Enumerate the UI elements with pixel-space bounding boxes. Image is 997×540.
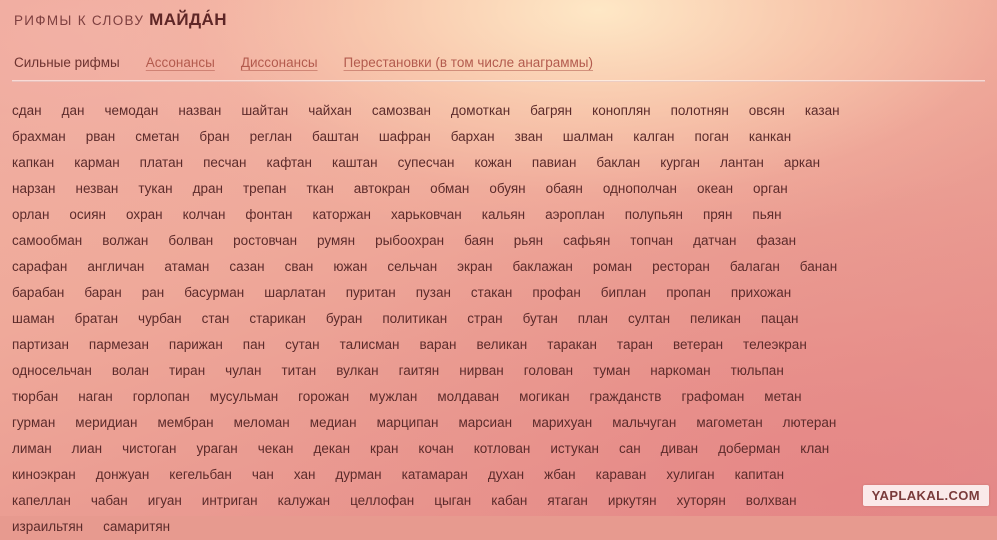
rhyme-word[interactable]: басурман — [184, 285, 245, 300]
rhyme-word[interactable]: орган — [753, 181, 788, 196]
rhyme-word[interactable]: таракан — [547, 337, 597, 352]
word-row — [12, 202, 985, 228]
rhyme-word[interactable]: баклажан — [512, 259, 573, 274]
rhyme-word[interactable]: наркоман — [650, 363, 711, 378]
rhyme-word[interactable]: пуритан — [345, 285, 396, 300]
rhyme-word[interactable]: топчан — [630, 233, 674, 248]
rhyme-word[interactable]: кожан — [474, 155, 512, 170]
rhyme-word[interactable]: доберман — [718, 441, 781, 456]
rhyme-word[interactable]: клан — [800, 441, 830, 456]
rhyme-word[interactable]: старикан — [249, 311, 306, 326]
rhyme-word[interactable]: бран — [199, 129, 230, 144]
rhyme-word[interactable]: нирван — [459, 363, 504, 378]
rhyme-word-list — [0, 82, 997, 540]
rhyme-word[interactable]: пацан — [761, 311, 799, 326]
rhyme-word[interactable]: телеэкран — [743, 337, 807, 352]
rhyme-word[interactable]: шаман — [12, 311, 55, 326]
rhyme-word[interactable]: диван — [660, 441, 699, 456]
rhyme-word[interactable]: духан — [487, 467, 525, 482]
word-row — [12, 332, 985, 358]
rhyme-word[interactable]: курган — [660, 155, 701, 170]
rhyme-word[interactable]: баран — [84, 285, 122, 300]
rhyme-word[interactable]: ран — [141, 285, 165, 300]
rhyme-word[interactable]: пузан — [415, 285, 451, 300]
rhyme-word[interactable]: казан — [804, 103, 840, 118]
rhyme-word[interactable]: самаритян — [103, 519, 171, 534]
rhyme-word[interactable]: великан — [476, 337, 528, 352]
rhyme-word[interactable]: кран — [370, 441, 399, 456]
rhyme-word[interactable]: кегельбан — [169, 467, 232, 482]
rhyme-word[interactable]: ветеран — [672, 337, 724, 352]
rhyme-word[interactable]: дурман — [335, 467, 382, 482]
rhyme-word[interactable]: тиран — [168, 363, 206, 378]
rhyme-word[interactable]: рьян — [513, 233, 544, 248]
rhyme-word[interactable]: жбан — [544, 467, 576, 482]
rhyme-word[interactable]: котлован — [473, 441, 531, 456]
rhyme-word[interactable]: реглан — [249, 129, 293, 144]
word-row — [12, 228, 985, 254]
rhyme-word[interactable]: кочан — [418, 441, 454, 456]
rhyme-word[interactable]: интриган — [201, 493, 258, 508]
word-row — [12, 410, 985, 436]
rhyme-word[interactable]: прихожан — [730, 285, 792, 300]
rhyme-word[interactable]: сметан — [135, 129, 180, 144]
rhyme-word[interactable]: стан — [201, 311, 230, 326]
rhyme-word[interactable]: хан — [293, 467, 316, 482]
rhyme-word[interactable]: шафран — [378, 129, 431, 144]
rhyme-word[interactable]: титан — [281, 363, 317, 378]
rhyme-word[interactable]: ураган — [196, 441, 238, 456]
rhyme-word[interactable]: шалман — [562, 129, 614, 144]
rhyme-word[interactable]: хуторян — [676, 493, 726, 508]
rhyme-word[interactable]: канкан — [748, 129, 792, 144]
rhyme-word[interactable]: таран — [616, 337, 653, 352]
rhyme-word[interactable]: гаитян — [398, 363, 440, 378]
rhyme-word[interactable]: шарлатан — [264, 285, 326, 300]
page-title-prefix: РИФМЫ К СЛОВУ — [14, 13, 145, 28]
rhyme-word[interactable]: полупьян — [624, 207, 683, 222]
rhyme-word[interactable]: капитан — [734, 467, 785, 482]
rhyme-word[interactable]: кабан — [491, 493, 528, 508]
rhyme-word[interactable]: самообман — [12, 233, 83, 248]
rhyme-word[interactable]: капкан — [12, 155, 55, 170]
rhyme-word[interactable]: бутан — [522, 311, 558, 326]
rhyme-word[interactable]: волан — [111, 363, 149, 378]
rhyme-word[interactable]: океан — [697, 181, 734, 196]
word-row — [12, 150, 985, 176]
rhyme-word[interactable]: харьковчан — [390, 207, 462, 222]
rhyme-word[interactable]: каштан — [332, 155, 378, 170]
rhyme-word[interactable]: дран — [192, 181, 223, 196]
rhyme-word[interactable]: истукан — [550, 441, 599, 456]
rhyme-word[interactable]: чистоган — [122, 441, 177, 456]
rhyme-word[interactable]: кафтан — [266, 155, 313, 170]
rhyme-word[interactable]: буран — [325, 311, 363, 326]
rhyme-word[interactable]: роман — [592, 259, 633, 274]
rhyme-word[interactable]: молдаван — [437, 389, 500, 404]
rhyme-word[interactable]: шайтан — [241, 103, 289, 118]
rhyme-word[interactable]: назван — [178, 103, 222, 118]
rhyme-word[interactable]: поган — [694, 129, 729, 144]
rhyme-word[interactable]: караван — [595, 467, 647, 482]
rhyme-word[interactable]: обман — [430, 181, 470, 196]
rhyme-word[interactable]: горлопан — [132, 389, 190, 404]
rhyme-word[interactable]: рыбоохран — [375, 233, 445, 248]
rhyme-word[interactable]: зван — [514, 129, 543, 144]
rhyme-word[interactable]: кальян — [481, 207, 526, 222]
rhyme-word[interactable]: балаган — [729, 259, 780, 274]
rhyme-word[interactable]: румян — [317, 233, 356, 248]
word-row — [12, 124, 985, 150]
rhyme-word[interactable]: могикан — [519, 389, 570, 404]
rhyme-word[interactable]: бархан — [450, 129, 495, 144]
word-row — [12, 280, 985, 306]
word-row — [12, 358, 985, 384]
rhyme-word[interactable]: профан — [532, 285, 581, 300]
rhyme-word[interactable]: аркан — [783, 155, 821, 170]
rhyme-word[interactable]: экран — [457, 259, 493, 274]
rhyme-word[interactable]: меридиан — [75, 415, 138, 430]
page-title — [14, 10, 983, 30]
rhyme-word[interactable]: магометан — [696, 415, 763, 430]
rhyme-word[interactable]: охран — [125, 207, 163, 222]
word-row — [12, 462, 985, 488]
rhyme-word[interactable]: волжан — [102, 233, 149, 248]
rhyme-word[interactable]: баян — [464, 233, 494, 248]
tab-2[interactable]: Диссонансы — [240, 55, 318, 70]
rhyme-word[interactable]: барабан — [12, 285, 65, 300]
rhyme-word[interactable]: пармезан — [88, 337, 149, 352]
watermark: YAPLAKAL.COM — [863, 485, 989, 506]
page-title-word: МАЙДА́Н — [149, 10, 227, 29]
rhyme-word[interactable]: меломан — [233, 415, 290, 430]
rhyme-word[interactable]: полотнян — [670, 103, 729, 118]
rhyme-word[interactable]: израильтян — [12, 519, 84, 534]
tab-bar — [0, 46, 997, 74]
rhyme-word[interactable]: автокран — [353, 181, 411, 196]
rhyme-word[interactable]: атаман — [164, 259, 210, 274]
rhyme-word[interactable]: сельчан — [387, 259, 438, 274]
rhyme-word[interactable]: горожан — [298, 389, 350, 404]
rhyme-word[interactable]: вулкан — [336, 363, 379, 378]
rhyme-word[interactable]: марципан — [376, 415, 439, 430]
rhyme-word[interactable]: марсиан — [458, 415, 513, 430]
rhyme-word[interactable]: игуан — [147, 493, 182, 508]
word-row — [12, 176, 985, 202]
rhyme-word[interactable]: банан — [799, 259, 838, 274]
rhyme-word[interactable]: чемодан — [104, 103, 159, 118]
rhyme-word[interactable]: декан — [313, 441, 351, 456]
rhyme-word[interactable]: самозван — [371, 103, 431, 118]
rhyme-word[interactable]: односельчан — [12, 363, 92, 378]
word-row — [12, 436, 985, 462]
rhyme-word[interactable]: волхван — [745, 493, 797, 508]
rhyme-word[interactable]: датчан — [693, 233, 737, 248]
rhyme-word[interactable]: гражданств — [589, 389, 662, 404]
rhyme-word[interactable]: трепан — [242, 181, 287, 196]
rhyme-word[interactable]: карман — [74, 155, 120, 170]
rhyme-word[interactable]: пан — [242, 337, 266, 352]
rhyme-word[interactable]: план — [577, 311, 608, 326]
rhyme-word[interactable]: фонтан — [245, 207, 293, 222]
rhyme-word[interactable]: чурбан — [138, 311, 182, 326]
rhyme-word[interactable]: талисман — [339, 337, 400, 352]
rhyme-word[interactable]: сафьян — [563, 233, 611, 248]
rhyme-word[interactable]: однополчан — [602, 181, 677, 196]
rhyme-word[interactable]: ресторан — [652, 259, 710, 274]
word-row — [12, 306, 985, 332]
rhyme-word[interactable]: обаян — [545, 181, 583, 196]
tab-1[interactable]: Ассонансы — [145, 55, 215, 70]
rhyme-word[interactable]: целлофан — [350, 493, 415, 508]
rhyme-word[interactable]: графоман — [681, 389, 745, 404]
rhyme-word[interactable]: чан — [251, 467, 274, 482]
word-row — [12, 514, 985, 540]
rhyme-word[interactable]: дан — [61, 103, 85, 118]
rhyme-word[interactable]: чулан — [225, 363, 262, 378]
rhyme-word[interactable]: платан — [139, 155, 184, 170]
rhyme-word[interactable]: киноэкран — [12, 467, 76, 482]
rhyme-word[interactable]: цыган — [434, 493, 472, 508]
rhyme-word[interactable]: варан — [419, 337, 457, 352]
rhyme-word[interactable]: медиан — [309, 415, 357, 430]
rhyme-word[interactable]: братан — [74, 311, 119, 326]
rhyme-word[interactable]: мусульман — [209, 389, 279, 404]
word-row — [12, 488, 985, 514]
rhyme-word[interactable]: фазан — [756, 233, 797, 248]
rhyme-word[interactable]: политикан — [382, 311, 448, 326]
rhyme-word[interactable]: павиан — [531, 155, 577, 170]
rhyme-word[interactable]: сутан — [285, 337, 320, 352]
rhyme-word[interactable]: мембран — [157, 415, 214, 430]
rhyme-word[interactable]: болван — [168, 233, 214, 248]
rhyme-word[interactable]: тюрбан — [12, 389, 59, 404]
word-row — [12, 254, 985, 280]
rhyme-word[interactable]: ятаган — [547, 493, 588, 508]
rhyme-word[interactable]: нарзан — [12, 181, 56, 196]
rhyme-word[interactable]: мужлан — [369, 389, 418, 404]
rhyme-word[interactable]: брахман — [12, 129, 66, 144]
rhyme-word[interactable]: орлан — [12, 207, 50, 222]
word-row — [12, 98, 985, 124]
rhyme-word[interactable]: каторжан — [312, 207, 371, 222]
rhyme-word[interactable]: южан — [333, 259, 368, 274]
rhyme-word[interactable]: сдан — [12, 103, 42, 118]
page-header — [0, 0, 997, 30]
rhyme-word[interactable]: катамаран — [401, 467, 468, 482]
rhyme-word[interactable]: лантан — [720, 155, 764, 170]
rhyme-word[interactable]: тукан — [138, 181, 173, 196]
rhyme-word[interactable]: голован — [523, 363, 574, 378]
rhyme-word[interactable]: хулиган — [666, 467, 715, 482]
rhyme-word[interactable]: султан — [627, 311, 671, 326]
rhyme-word[interactable]: калган — [633, 129, 675, 144]
rhyme-word[interactable]: калужан — [277, 493, 331, 508]
rhyme-word[interactable]: биплан — [600, 285, 647, 300]
rhyme-word[interactable]: лиан — [71, 441, 103, 456]
rhyme-word[interactable]: пьян — [752, 207, 782, 222]
rhyme-word[interactable]: сван — [284, 259, 314, 274]
rhyme-word[interactable]: сан — [618, 441, 641, 456]
rhyme-word[interactable]: прян — [702, 207, 733, 222]
rhyme-word[interactable]: чайхан — [308, 103, 352, 118]
rhyme-word[interactable]: мальчуган — [612, 415, 677, 430]
rhyme-word[interactable]: обуян — [489, 181, 526, 196]
rhyme-word[interactable]: чекан — [257, 441, 294, 456]
rhyme-word[interactable]: багрян — [530, 103, 573, 118]
word-row — [12, 384, 985, 410]
rhyme-word[interactable]: рван — [85, 129, 116, 144]
rhyme-word[interactable]: незван — [75, 181, 119, 196]
rhyme-word[interactable]: ростовчан — [233, 233, 298, 248]
rhyme-word[interactable]: лиман — [12, 441, 52, 456]
rhyme-word[interactable]: метан — [764, 389, 802, 404]
rhyme-word[interactable]: англичан — [87, 259, 145, 274]
rhyme-word[interactable]: тюльпан — [730, 363, 784, 378]
tab-0[interactable]: Сильные рифмы — [14, 55, 120, 70]
rhyme-word[interactable]: коноплян — [592, 103, 651, 118]
rhyme-word[interactable]: пеликан — [690, 311, 741, 326]
rhyme-word[interactable]: баклан — [596, 155, 641, 170]
rhyme-word[interactable]: супесчан — [397, 155, 455, 170]
rhyme-word[interactable]: осиян — [69, 207, 106, 222]
rhyme-word[interactable]: песчан — [203, 155, 247, 170]
rhyme-word[interactable]: домоткан — [450, 103, 511, 118]
rhyme-word[interactable]: парижан — [168, 337, 223, 352]
rhyme-word[interactable]: туман — [593, 363, 631, 378]
rhyme-word[interactable]: капеллан — [12, 493, 71, 508]
rhyme-word[interactable]: наган — [78, 389, 113, 404]
rhyme-word[interactable]: партизан — [12, 337, 69, 352]
rhyme-word[interactable]: донжуан — [95, 467, 150, 482]
rhyme-word[interactable]: иркутян — [607, 493, 657, 508]
rhyme-word[interactable]: сазан — [229, 259, 265, 274]
tab-3[interactable]: Перестановки (в том числе анаграммы) — [343, 55, 594, 70]
rhyme-word[interactable]: пропан — [666, 285, 711, 300]
rhyme-word[interactable]: чабан — [90, 493, 128, 508]
rhyme-word[interactable]: баштан — [312, 129, 359, 144]
rhyme-word[interactable]: колчан — [182, 207, 226, 222]
rhyme-word[interactable]: сарафан — [12, 259, 68, 274]
rhyme-word[interactable]: аэроплан — [545, 207, 605, 222]
rhyme-word[interactable]: стран — [467, 311, 503, 326]
rhyme-word[interactable]: стакан — [470, 285, 513, 300]
rhyme-word[interactable]: марихуан — [532, 415, 593, 430]
rhyme-word[interactable]: лютеран — [782, 415, 837, 430]
rhyme-word[interactable]: овсян — [748, 103, 785, 118]
rhyme-word[interactable]: гурман — [12, 415, 56, 430]
rhyme-word[interactable]: ткан — [306, 181, 334, 196]
